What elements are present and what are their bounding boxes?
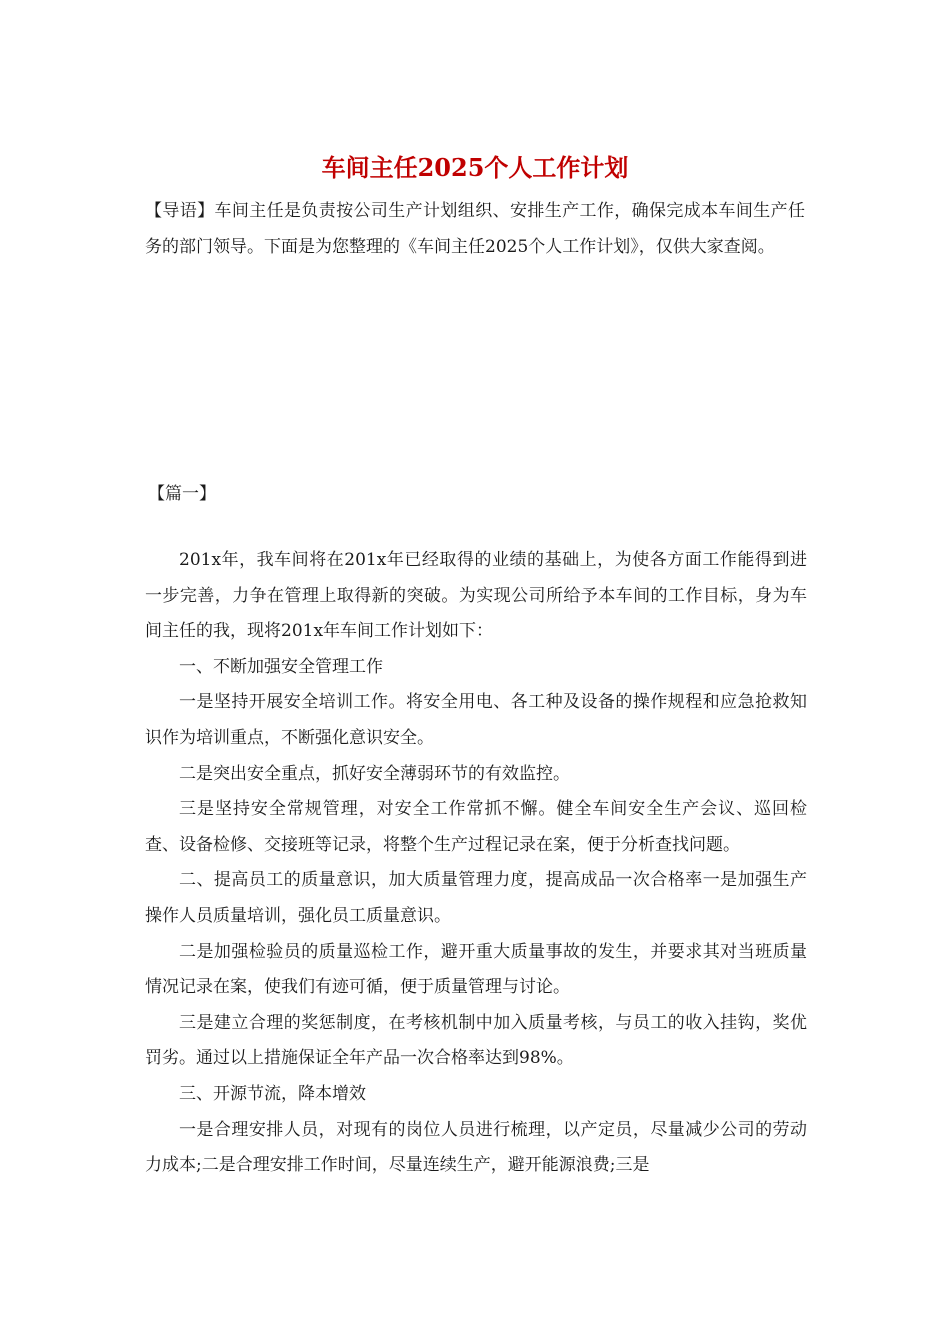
paragraph: 二是加强检验员的质量巡检工作，避开重大质量事故的发生，并要求其对当班质量情况记录在案，使我们有迹可循，便于质量管理与讨论。	[145, 941, 807, 998]
intro-paragraph: 【导语】车间主任是负责按公司生产计划组织、安排生产工作，确保完成本车间生产任务的部门领导。下面是为您整理的《车间主任2025个人工作计划》，仅供大家查阅。	[145, 201, 805, 257]
paragraph: 一是坚持开展安全培训工作。将安全用电、各工种及设备的操作规程和应急抢救知识作为培训重点，不断强化意识安全。	[145, 692, 807, 748]
document-title: 车间主任2025个人工作计划	[321, 153, 629, 182]
heading-safety: 一、不断加强安全管理工作	[179, 656, 383, 677]
section-label: 【篇一】	[148, 484, 216, 504]
heading-quality: 二、提高员工的质量意识，加大质量管理力度，提高成品一次合格率一是加强生产操作人员质量培训，强化员工质量意识。	[145, 870, 807, 926]
heading-cost: 三、开源节流，降本增效	[179, 1083, 366, 1104]
paragraph: 一是合理安排人员，对现有的岗位人员进行梳理，以产定员，尽量减少公司的劳动力成本;二是合理安排工作时间，尽量连续生产，避开能源浪费;三是	[145, 1119, 807, 1176]
paragraph: 三是坚持安全常规管理，对安全工作常抓不懈。健全车间安全生产会议、巡回检查、设备检修、交接班等记录，将整个生产过程记录在案，便于分析查找问题。	[145, 799, 807, 855]
paragraph: 201x年，我车间将在201x年已经取得的业绩的基础上，为使各方面工作能得到进一步完善，力争在管理上取得新的突破。为实现公司所给予本车间的工作目标，身为车间主任的我，现将201x年车间工作计划如下：	[145, 550, 807, 642]
paragraph: 二是突出安全重点，抓好安全薄弱环节的有效监控。	[179, 763, 570, 784]
paragraph: 三是建立合理的奖惩制度，在考核机制中加入质量考核，与员工的收入挂钩，奖优罚劣。通过以上措施保证全年产品一次合格率达到98%。	[145, 1012, 807, 1069]
body-text	[145, 543, 807, 1184]
